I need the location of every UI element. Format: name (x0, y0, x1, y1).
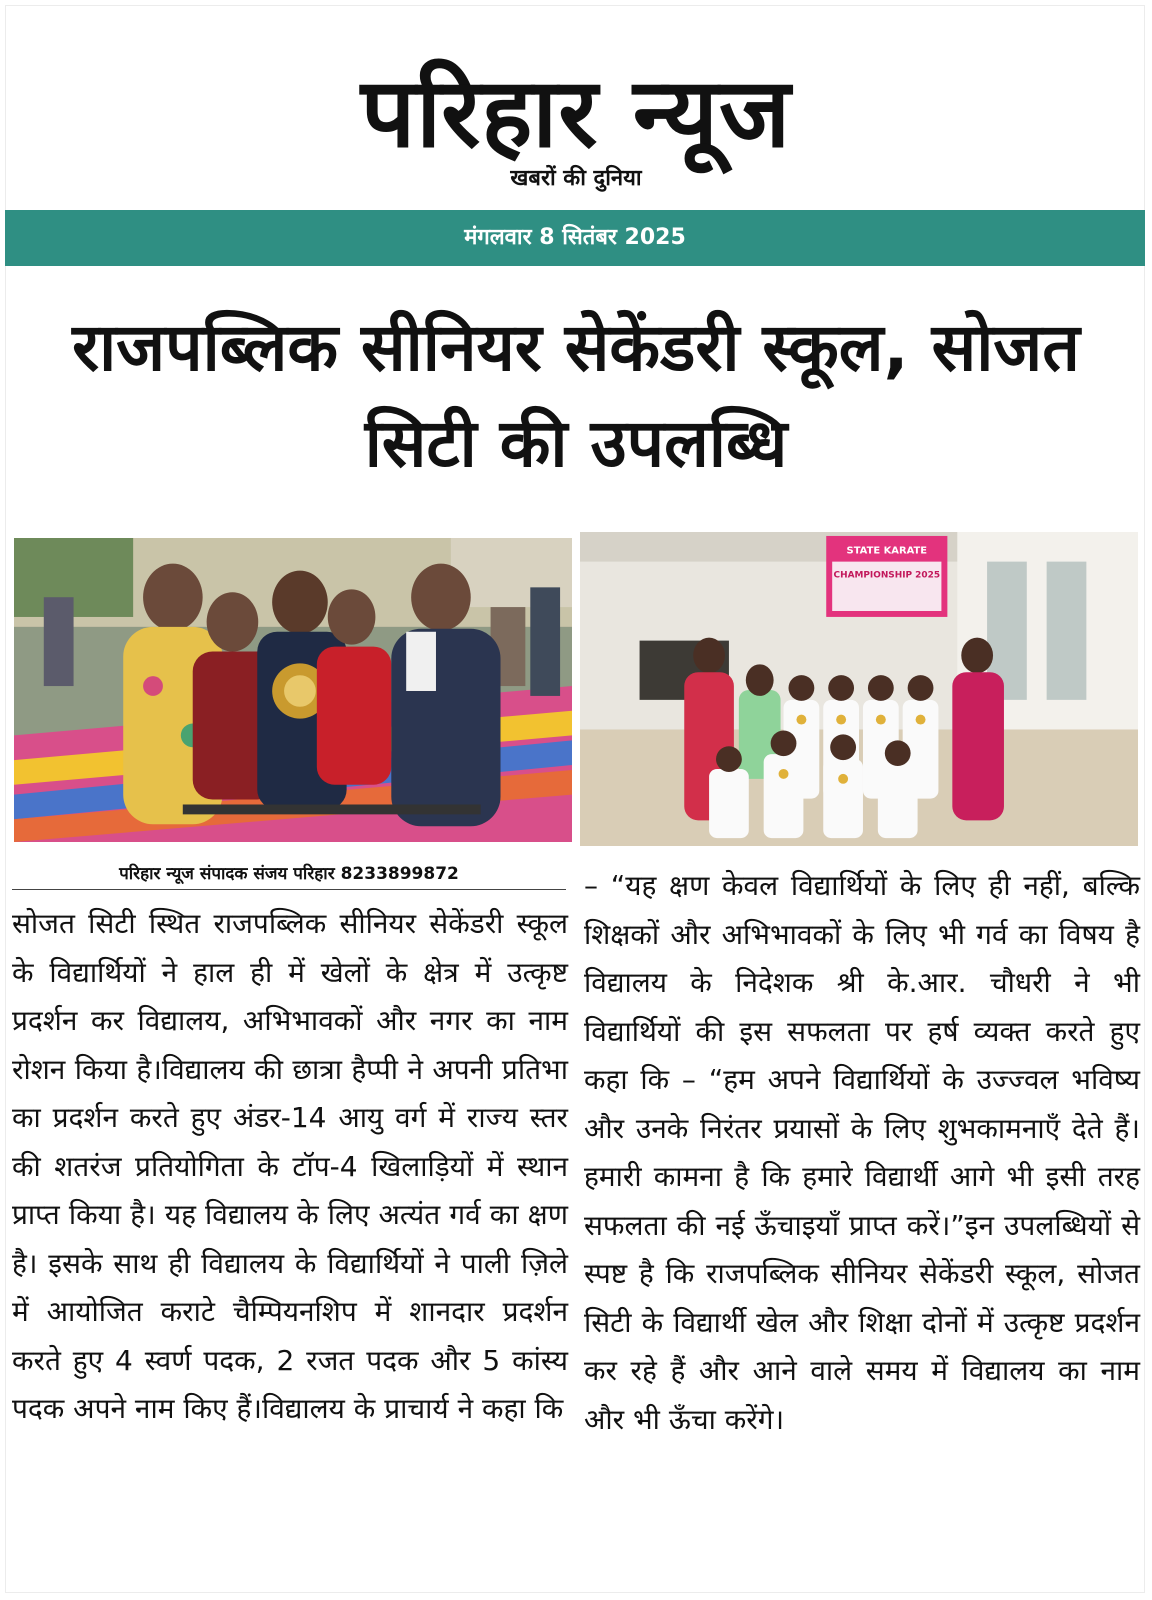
date-bar (5, 210, 1145, 266)
article-text-right: – “यह क्षण केवल विद्यार्थियों के लिए ही नहीं, बल्कि शिक्षकों और अभिभावकों के लिए भी गर्व का विषय है विद्यालय के निदेशक श्री के.आर. चौधरी ने भी विद्यार्थियों की इस सफलता पर हर्ष व्यक्त करते हुए कहा कि – “हम अपने विद्यार्थियों के उज्ज्वल भविष्य और उनके निरंतर प्रयासों के लिए शुभकामनाएँ देते हैं। हमारी कामना है कि हमारे विद्यार्थी आगे भी इसी तरह सफलता की नई ऊँचाइयाँ प्राप्त करें।”इन उपलब्धियों से स्पष्ट है कि राजपब्लिक सीनियर सेकेंडरी स्कूल, सोजत सिटी के विद्यार्थी खेल और शिक्षा दोनों में उत्कृष्ट प्रदर्शन कर रहे हैं और आने वाले समय में विद्यालय का नाम और भी ऊँचा करेंगे। (584, 869, 1140, 1436)
photo-karate-team-image (580, 532, 1138, 846)
byline: परिहार न्यूज संपादक संजय परिहार 8233899872 (12, 862, 566, 890)
photo-students-trophy-image (14, 538, 572, 842)
photo-students-trophy (12, 536, 574, 844)
photo-karate-team (578, 530, 1140, 848)
article-column-right (584, 862, 1140, 1444)
article-column-left (12, 900, 568, 1434)
newspaper-title: परिहार न्यूज (360, 57, 792, 169)
issue-date: मंगलवार 8 सितंबर 2025 (464, 225, 686, 250)
article-text-left: सोजत सिटी स्थित राजपब्लिक सीनियर सेकेंडरी स्कूल के विद्यार्थियों ने हाल ही में खेलों के क्षेत्र में उत्कृष्ट प्रदर्शन कर विद्यालय, अभिभावकों और नगर का नाम रोशन किया है।विद्यालय की छात्रा हैप्पी ने अपनी प्रतिभा का प्रदर्शन करते हुए अंडर-14 आयु वर्ग में राज्य स्तर की शतरंज प्रतियोगिता के टॉप-4 खिलाड़ियों में स्थान प्राप्त किया है। यह विद्यालय के लिए अत्यंत गर्व का क्षण है। इसके साथ ही विद्यालय के विद्यार्थियों ने पाली ज़िले में आयोजित कराटे चैम्पियनशिप में शानदार प्रदर्शन करते हुए 4 स्वर्ण पदक, 2 रजत पदक और 5 कांस्य पदक अपने नाम किए हैं।विद्यालय के प्राचार्य ने कहा कि (12, 907, 568, 1425)
banner-line-1: STATE KARATE (846, 545, 928, 557)
article-headline: राजपब्लिक सीनियर सेकेंडरी स्कूल, सोजत सिटी की उपलब्धि (72, 309, 1080, 482)
newspaper-tagline: खबरों की दुनिया (510, 166, 642, 191)
banner-line-2: CHAMPIONSHIP 2025 (833, 570, 941, 581)
